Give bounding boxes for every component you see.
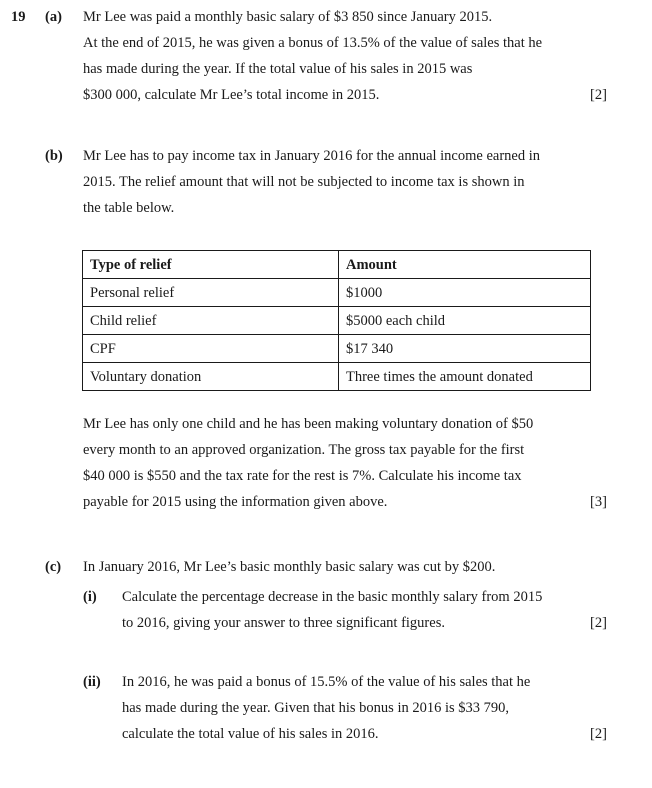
subpart-label-c-ii: (ii) xyxy=(83,674,101,690)
table-cell-amount: $1000 xyxy=(339,279,591,307)
part-label-a: (a) xyxy=(45,9,62,25)
part-c-text xyxy=(83,554,583,580)
table-cell-type: Personal relief xyxy=(83,279,339,307)
table-header-row xyxy=(83,251,591,279)
table-row xyxy=(83,335,591,363)
subpart-c-ii-text xyxy=(122,669,587,747)
subpart-c-i-text xyxy=(122,584,587,636)
part-a-marks: [2] xyxy=(590,87,607,103)
part-a-line-3: has made during the year. If the total value of his sales in 2015 was xyxy=(83,61,473,77)
part-b-outro-line-4: payable for 2015 using the information given above. xyxy=(83,494,388,510)
table-row xyxy=(83,363,591,391)
table-row xyxy=(83,307,591,335)
subpart-c-ii-marks: [2] xyxy=(590,726,607,742)
subpart-c-i-line-2: to 2016, giving your answer to three significant figures. xyxy=(122,615,445,631)
table-cell-amount: $17 340 xyxy=(339,335,591,363)
table-header-type: Type of relief xyxy=(83,251,339,279)
part-b-marks: [3] xyxy=(590,494,607,510)
part-b-intro-line-1: Mr Lee has to pay income tax in January 2016 for the annual income earned in xyxy=(83,148,540,164)
subpart-c-ii-line-1: In 2016, he was paid a bonus of 15.5% of the value of his sales that he xyxy=(122,674,531,690)
part-b-outro-line-3: $40 000 is $550 and the tax rate for the rest is 7%. Calculate his income tax xyxy=(83,468,522,484)
part-b-intro-line-3: the table below. xyxy=(83,200,175,216)
part-c-line-1: In January 2016, Mr Lee’s basic monthly basic salary was cut by $200. xyxy=(83,559,496,575)
subpart-c-ii-line-2: has made during the year. Given that his bonus in 2016 is $33 790, xyxy=(122,700,510,716)
part-b-intro-text xyxy=(83,143,583,221)
part-a-line-2: At the end of 2015, he was given a bonus of 13.5% of the value of sales that he xyxy=(83,35,543,51)
part-a-text xyxy=(83,4,583,108)
subpart-c-ii-line-3: calculate the total value of his sales in 2016. xyxy=(122,726,379,742)
question-number: 19 xyxy=(11,9,26,25)
table-cell-amount: $5000 each child xyxy=(339,307,591,335)
part-b-intro-line-2: 2015. The relief amount that will not be subjected to income tax is shown in xyxy=(83,174,525,190)
table-header-amount: Amount xyxy=(339,251,591,279)
part-label-c: (c) xyxy=(45,559,62,575)
part-label-b: (b) xyxy=(45,148,63,164)
table-cell-type: CPF xyxy=(83,335,339,363)
part-b-outro-text xyxy=(83,411,583,515)
table-cell-type: Voluntary donation xyxy=(83,363,339,391)
subpart-c-i-line-1: Calculate the percentage decrease in the basic monthly salary from 2015 xyxy=(122,589,543,605)
table-row xyxy=(83,279,591,307)
subpart-c-i-marks: [2] xyxy=(590,615,607,631)
subpart-label-c-i: (i) xyxy=(83,589,97,605)
part-a-line-1: Mr Lee was paid a monthly basic salary of $3 850 since January 2015. xyxy=(83,9,493,25)
table-cell-type: Child relief xyxy=(83,307,339,335)
relief-table xyxy=(82,250,591,391)
part-b-outro-line-2: every month to an approved organization. The gross tax payable for the first xyxy=(83,442,525,458)
part-b-outro-line-1: Mr Lee has only one child and he has been making voluntary donation of $50 xyxy=(83,416,534,432)
part-a-line-4: $300 000, calculate Mr Lee’s total income in 2015. xyxy=(83,87,380,103)
table-cell-amount: Three times the amount donated xyxy=(339,363,591,391)
